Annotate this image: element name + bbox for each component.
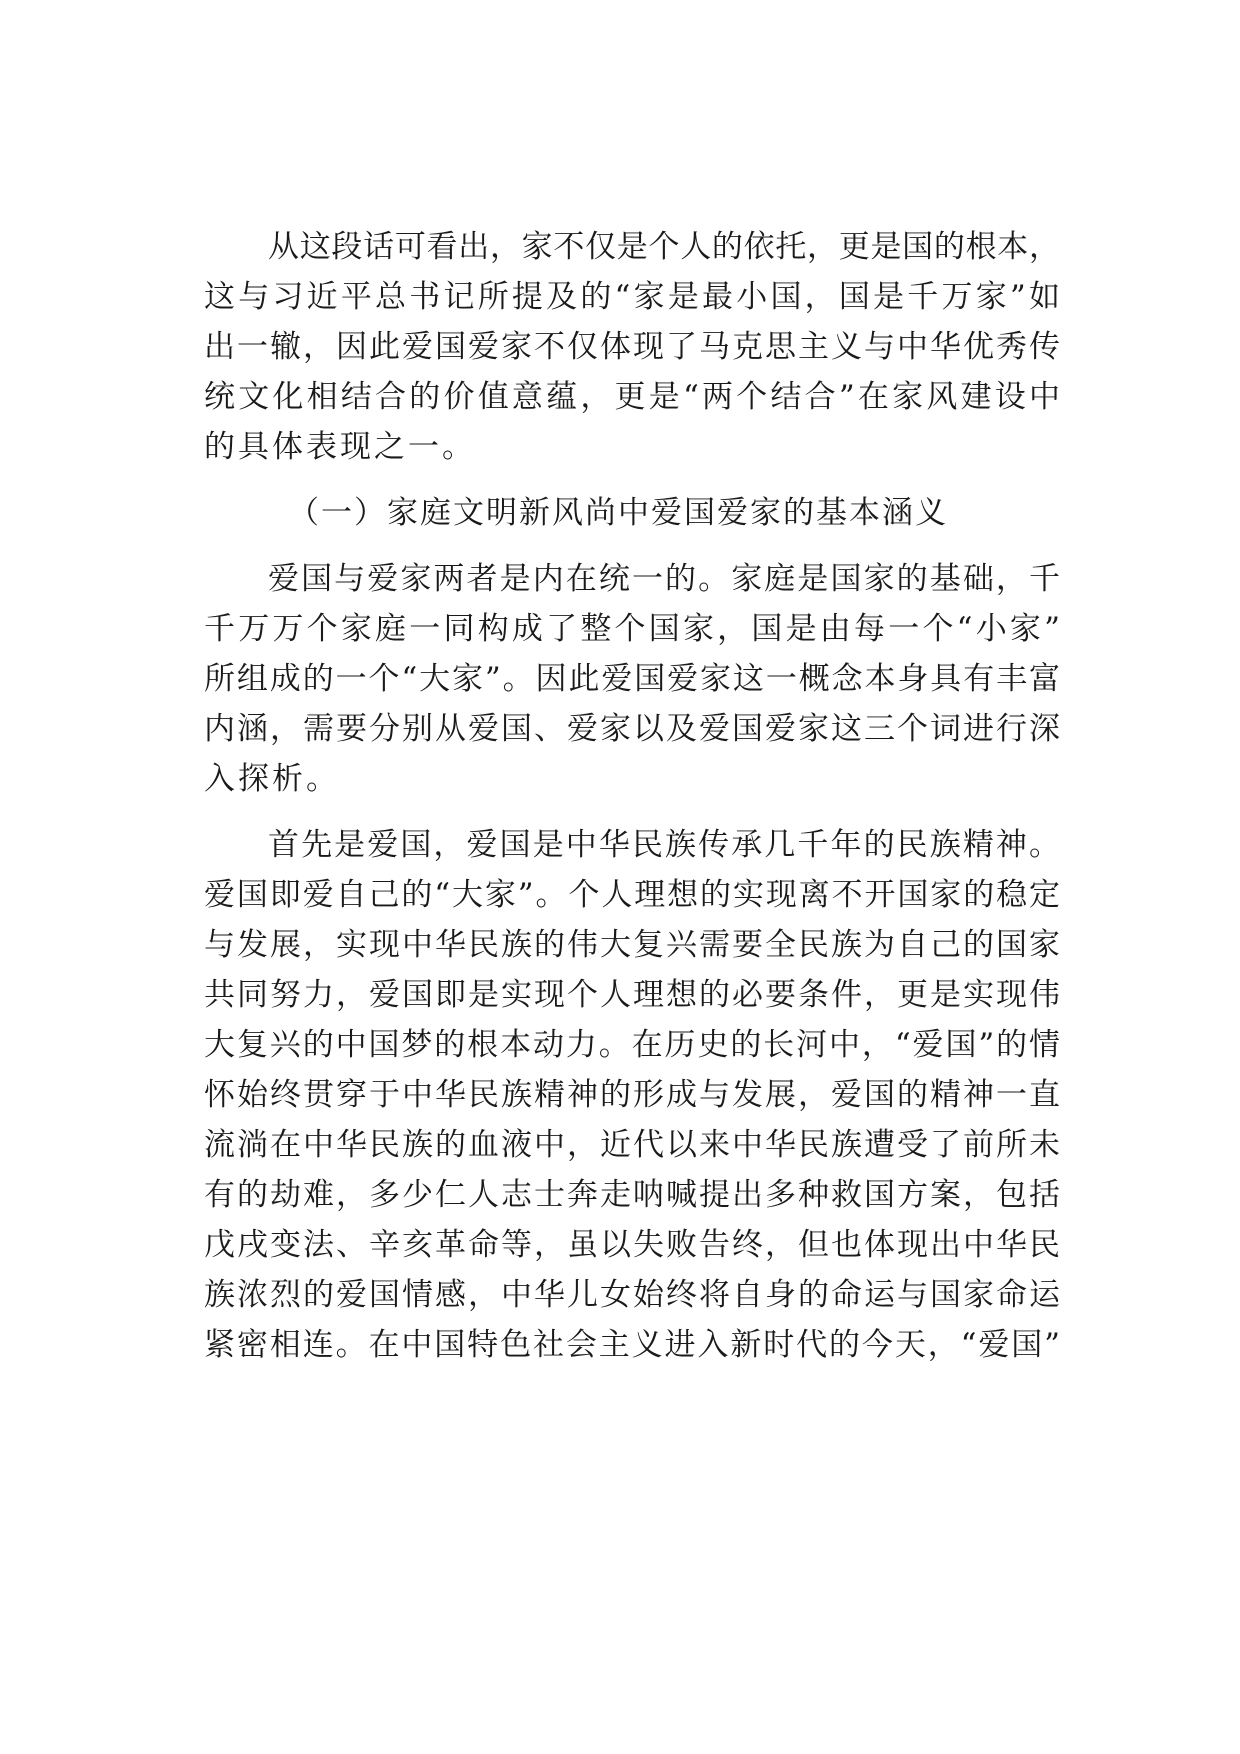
paragraph-line: 紧密相连。在中国特色社会主义进入新时代的今天，“爱国” (204, 1327, 1060, 1363)
section-heading: （一）家庭文明新风尚中爱国爱家的基本涵义 (288, 495, 948, 531)
paragraph-line: 入探析。 (204, 761, 340, 797)
paragraph-line: 流淌在中华民族的血液中，近代以来中华民族遭受了前所未 (204, 1127, 1060, 1163)
paragraph-line: 有的劫难，多少仁人志士奔走呐喊提出多种救国方案，包括 (204, 1177, 1060, 1213)
paragraph-line: 爱国与爱家两者是内在统一的。家庭是国家的基础，千 (268, 561, 1060, 597)
paragraph-line: 族浓烈的爱国情感，中华儿女始终将自身的命运与国家命运 (204, 1277, 1060, 1313)
paragraph-line: 戊戌变法、辛亥革命等，虽以失败告终，但也体现出中华民 (204, 1227, 1060, 1263)
spacer (204, 804, 1060, 820)
paragraph-line: 首先是爱国，爱国是中华民族传承几千年的民族精神。 (268, 827, 1060, 863)
paragraph-line: 的具体表现之一。 (204, 429, 476, 465)
paragraph-line: 所组成的一个“大家”。因此爱国爱家这一概念本身具有丰富 (204, 661, 1060, 697)
paragraph-line: 从这段话可看出，家不仅是个人的依托，更是国的根本， (268, 229, 1060, 265)
paragraph-line: 出一辙，因此爱国爱家不仅体现了马克思主义与中华优秀传 (204, 329, 1060, 365)
paragraph-line: 统文化相结合的价值意蕴，更是“两个结合”在家风建设中 (204, 379, 1060, 415)
paragraph-line: 内涵，需要分别从爱国、爱家以及爱国爱家这三个词进行深 (204, 711, 1060, 747)
paragraph-line: 千万万个家庭一同构成了整个国家，国是由每一个“小家” (204, 611, 1060, 647)
paragraph-line: 爱国即爱自己的“大家”。个人理想的实现离不开国家的稳定 (204, 877, 1060, 913)
paragraph-3 (204, 820, 1060, 1370)
paragraph-line: 共同努力，爱国即是实现个人理想的必要条件，更是实现伟 (204, 977, 1060, 1013)
paragraph-line: 大复兴的中国梦的根本动力。在历史的长河中，“爱国”的情 (204, 1027, 1060, 1063)
paragraph-line: 与发展，实现中华民族的伟大复兴需要全民族为自己的国家 (204, 927, 1060, 963)
spacer (204, 472, 1060, 488)
paragraph-2 (204, 554, 1060, 804)
paragraph-line: 这与习近平总书记所提及的“家是最小国，国是千万家”如 (204, 279, 1060, 315)
document-body (204, 222, 1060, 1370)
spacer (204, 538, 1060, 554)
paragraph-1 (204, 222, 1060, 472)
paragraph-line: 怀始终贯穿于中华民族精神的形成与发展，爱国的精神一直 (204, 1077, 1060, 1113)
